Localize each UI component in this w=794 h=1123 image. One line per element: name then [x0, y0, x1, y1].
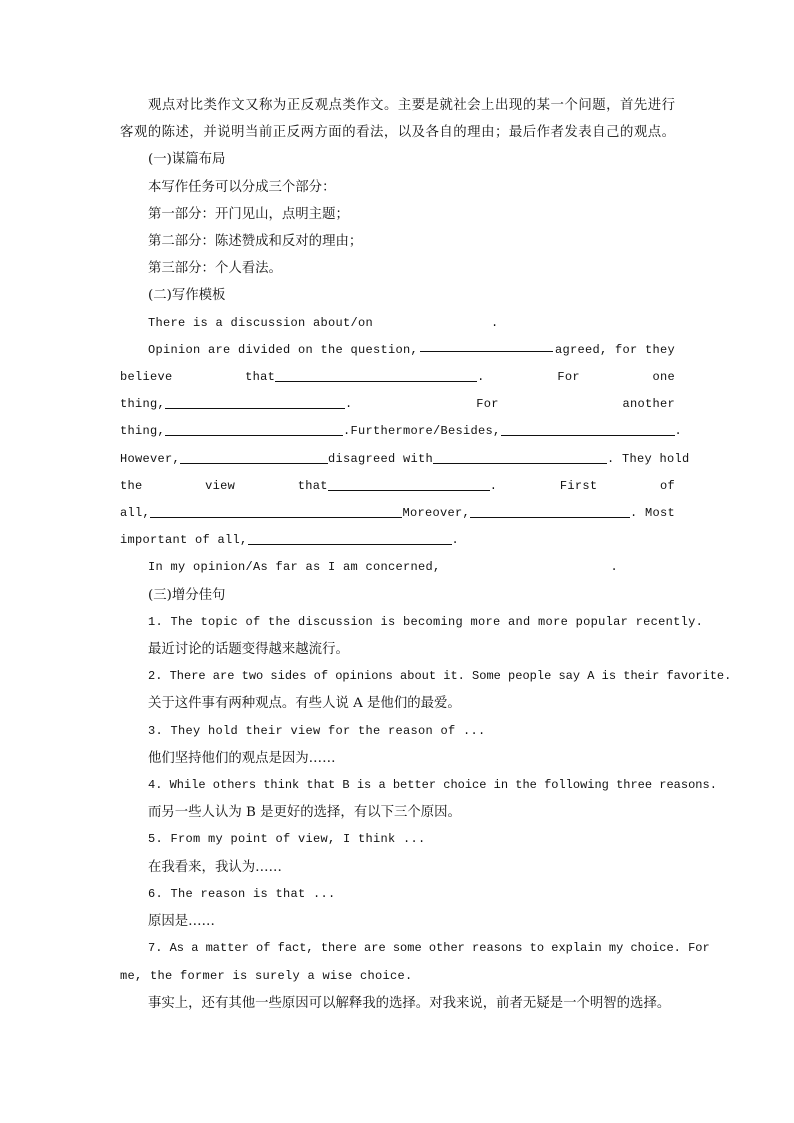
- section-heading-sentences: (三)增分佳句: [148, 587, 226, 603]
- template-text: There is a discussion about/on: [148, 315, 374, 330]
- template-text: . Most: [629, 506, 675, 521]
- template-text: .: [610, 560, 619, 575]
- template-text: For: [476, 397, 499, 412]
- template-line-9: [120, 527, 675, 554]
- template-line-6: [120, 446, 690, 473]
- fill-blank[interactable]: [275, 367, 477, 382]
- section-heading-layout: (一)谋篇布局: [148, 152, 226, 168]
- template-text: important of all,: [120, 533, 248, 548]
- template-text: .: [477, 370, 485, 385]
- fill-blank[interactable]: [501, 421, 675, 436]
- template-text: First: [559, 478, 598, 493]
- template-line-4: [120, 391, 675, 418]
- sentence-7-cn: 事实上，还有其他一些原因可以解释我的选择。对我来说，前者无疑是一个明智的选择。: [148, 995, 671, 1011]
- template-text: .: [674, 424, 683, 439]
- template-text: another: [622, 397, 675, 412]
- template-line-7: [120, 473, 675, 500]
- template-text: of: [659, 478, 675, 493]
- template-line-3: [120, 364, 675, 391]
- sentence-2-en: 2. There are two sides of opinions about it. Some people say A is their favorite.: [148, 669, 732, 684]
- sentence-1-en: 1. The topic of the discussion is becoming more and more popular recently.: [148, 614, 704, 629]
- layout-line-3: 第二部分：陈述赞成和反对的理由；: [148, 234, 363, 250]
- template-text: .: [489, 478, 498, 493]
- sentence-2-cn: 关于这件事有两种观点。有些人说 A 是他们的最爱。: [148, 696, 461, 712]
- template-text: view: [205, 478, 236, 493]
- template-text: all,: [120, 506, 151, 521]
- template-text: disagreed with: [328, 451, 434, 466]
- template-text: In my opinion/As far as I am concerned,: [148, 560, 441, 575]
- template-text: agreed, for they: [554, 342, 675, 357]
- fill-blank[interactable]: [150, 503, 402, 518]
- template-text: thing,: [120, 424, 166, 439]
- sentence-3-cn: 他们坚持他们的观点是因为……: [148, 750, 336, 766]
- template-text: . They hold: [607, 451, 690, 466]
- section-heading-template: (二)写作模板: [148, 288, 226, 304]
- sentence-7-en-line-1: 7. As a matter of fact, there are some other reasons to explain my choice. For: [148, 941, 710, 956]
- template-text: .: [491, 315, 499, 330]
- intro-line-2: 客观的陈述，并说明当前正反两方面的看法，以及各自的理由；最后作者发表自己的观点。: [120, 125, 675, 141]
- fill-blank[interactable]: [248, 530, 452, 545]
- template-text: the: [120, 478, 143, 493]
- fill-blank[interactable]: [470, 503, 630, 518]
- template-text: one: [652, 370, 675, 385]
- layout-line-2: 第一部分：开门见山，点明主题；: [148, 206, 349, 222]
- sentence-5-cn: 在我看来，我认为……: [148, 859, 282, 875]
- layout-line-4: 第三部分：个人看法。: [148, 261, 282, 277]
- sentence-7-en-line-2: me, the former is surely a wise choice.: [120, 968, 413, 983]
- template-line-2: [120, 337, 675, 364]
- fill-blank[interactable]: [165, 394, 345, 409]
- template-text: Opinion are divided on the question,: [148, 342, 419, 357]
- fill-blank[interactable]: [433, 449, 607, 464]
- template-text: However,: [120, 451, 181, 466]
- sentence-6-en: 6. The reason is that ...: [148, 886, 336, 901]
- layout-line-1: 本写作任务可以分成三个部分：: [148, 179, 336, 195]
- sentence-4-cn: 而另一些人认为 B 是更好的选择，有以下三个原因。: [148, 805, 461, 821]
- template-line-1: [120, 310, 675, 337]
- template-line-5: [120, 418, 683, 445]
- sentence-6-cn: 原因是……: [148, 914, 215, 930]
- fill-blank[interactable]: [165, 421, 343, 436]
- template-text: .: [345, 397, 353, 412]
- intro-line-1: 观点对比类作文又称为正反观点类作文。主要是就社会上出现的某一个问题，首先进行: [148, 98, 675, 113]
- template-text: For: [557, 370, 580, 385]
- fill-blank[interactable]: [180, 449, 328, 464]
- template-text: .Furthermore/Besides,: [343, 424, 501, 439]
- sentence-1-cn: 最近讨论的话题变得越来越流行。: [148, 642, 349, 658]
- template-text: that: [297, 478, 328, 493]
- fill-blank[interactable]: [420, 337, 553, 352]
- sentence-4-en: 4. While others think that B is a better choice in the following three reasons.: [148, 778, 717, 793]
- template-text: believe: [120, 370, 173, 385]
- template-text: thing,: [120, 397, 166, 412]
- template-text: .: [451, 533, 460, 548]
- sentence-3-en: 3. They hold their view for the reason of ...: [148, 723, 486, 738]
- template-line-10: [120, 554, 675, 581]
- document-page: [120, 92, 732, 1017]
- fill-blank[interactable]: [328, 476, 490, 491]
- template-text: that: [245, 370, 276, 385]
- template-line-8: [120, 500, 675, 527]
- template-text: Moreover,: [402, 506, 470, 521]
- sentence-5-en: 5. From my point of view, I think ...: [148, 832, 426, 847]
